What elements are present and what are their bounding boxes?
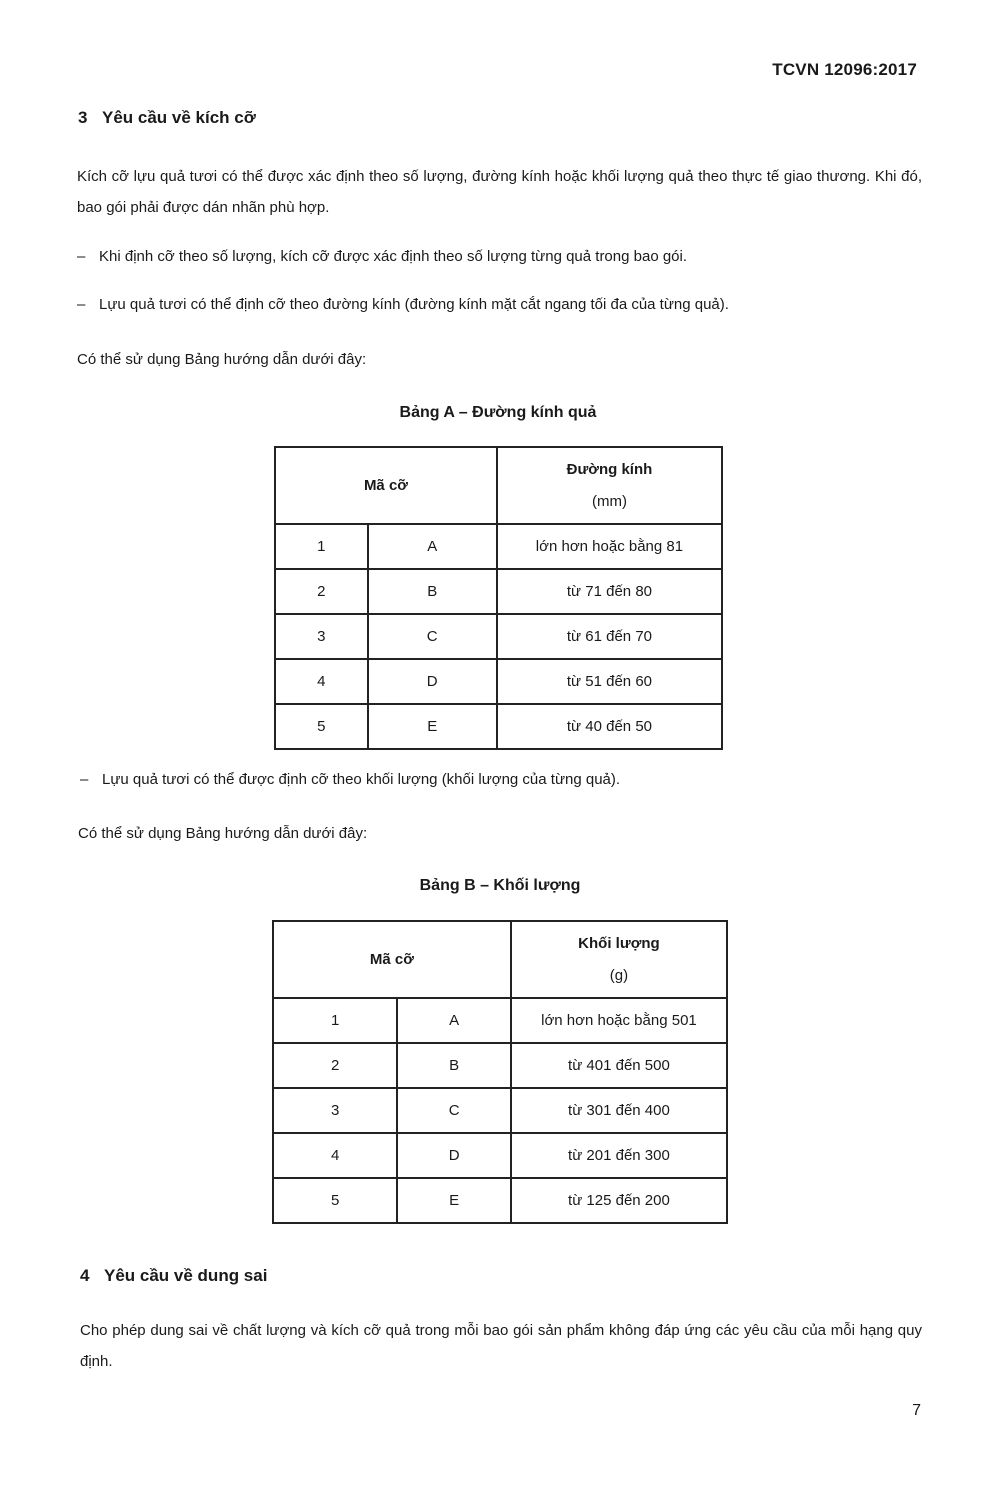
dash-marker: – bbox=[77, 248, 86, 265]
document-code: TCVN 12096:2017 bbox=[772, 60, 917, 79]
size-code: E bbox=[397, 1178, 510, 1223]
section-title: Yêu cầu về kích cỡ bbox=[102, 108, 256, 127]
size-code: C bbox=[368, 614, 497, 659]
size-code: D bbox=[368, 659, 497, 704]
weight-value: từ 201 đến 300 bbox=[511, 1133, 727, 1178]
row-number: 5 bbox=[273, 1178, 397, 1223]
weight-value: lớn hơn hoặc bằng 501 bbox=[511, 998, 727, 1043]
section-4-heading bbox=[80, 1266, 267, 1286]
section-number: 3 bbox=[78, 108, 88, 127]
row-number: 3 bbox=[273, 1088, 397, 1133]
diameter-value: từ 40 đến 50 bbox=[497, 704, 722, 749]
diameter-value: từ 51 đến 60 bbox=[497, 659, 722, 704]
diameter-header bbox=[497, 447, 722, 524]
table-row bbox=[275, 614, 722, 659]
section-3-heading bbox=[78, 108, 256, 128]
size-code: A bbox=[368, 524, 497, 569]
size-code: B bbox=[397, 1043, 510, 1088]
table-row bbox=[273, 1133, 727, 1178]
weight-value: từ 125 đến 200 bbox=[511, 1178, 727, 1223]
table-row bbox=[273, 1178, 727, 1223]
table-row bbox=[275, 524, 722, 569]
size-code-header: Mã cỡ bbox=[273, 921, 511, 998]
section-3-intro: Kích cỡ lựu quả tươi có thể được xác định theo số lượng, đường kính hoặc khối lượng quả theo thực tế giao thương. Khi đó, bao gói phải được dán nhãn phù hợp. bbox=[77, 168, 922, 216]
table-b bbox=[272, 920, 728, 1224]
size-code: A bbox=[397, 998, 510, 1043]
weight-value: từ 401 đến 500 bbox=[511, 1043, 727, 1088]
section-number: 4 bbox=[80, 1266, 90, 1285]
size-code: E bbox=[368, 704, 497, 749]
row-number: 4 bbox=[273, 1133, 397, 1178]
row-number: 3 bbox=[275, 614, 368, 659]
diameter-value: lớn hơn hoặc bằng 81 bbox=[497, 524, 722, 569]
weight-unit: (g) bbox=[609, 966, 629, 984]
size-code: B bbox=[368, 569, 497, 614]
dash-marker: – bbox=[80, 771, 89, 788]
guide-text: Có thể sử dụng Bảng hướng dẫn dưới đây: bbox=[77, 351, 367, 368]
row-number: 1 bbox=[273, 998, 397, 1043]
table-row bbox=[275, 569, 722, 614]
size-code-header: Mã cỡ bbox=[275, 447, 497, 524]
size-code: D bbox=[397, 1133, 510, 1178]
table-a-caption: Bảng A – Đường kính quả bbox=[399, 404, 597, 421]
bullet-item bbox=[80, 771, 620, 788]
bullet-item bbox=[77, 248, 687, 265]
weight-header-label: Khối lượng bbox=[578, 934, 660, 952]
row-number: 2 bbox=[275, 569, 368, 614]
row-number: 4 bbox=[275, 659, 368, 704]
page-number: 7 bbox=[912, 1402, 921, 1419]
diameter-value: từ 61 đến 70 bbox=[497, 614, 722, 659]
bullet-item bbox=[77, 296, 729, 313]
row-number: 2 bbox=[273, 1043, 397, 1088]
row-number: 5 bbox=[275, 704, 368, 749]
table-row bbox=[273, 1088, 727, 1133]
size-code: C bbox=[397, 1088, 510, 1133]
diameter-value: từ 71 đến 80 bbox=[497, 569, 722, 614]
weight-value: từ 301 đến 400 bbox=[511, 1088, 727, 1133]
bullet-text: Lựu quả tươi có thể định cỡ theo đường kính (đường kính mặt cắt ngang tối đa của từng quả). bbox=[99, 296, 729, 313]
table-row bbox=[275, 659, 722, 704]
row-number: 1 bbox=[275, 524, 368, 569]
bullet-text: Khi định cỡ theo số lượng, kích cỡ được xác định theo số lượng từng quả trong bao gói. bbox=[99, 248, 688, 265]
diameter-unit: (mm) bbox=[591, 492, 627, 510]
dash-marker: – bbox=[77, 296, 86, 313]
guide-text: Có thể sử dụng Bảng hướng dẫn dưới đây: bbox=[78, 825, 368, 842]
table-row bbox=[273, 998, 727, 1043]
table-row bbox=[275, 704, 722, 749]
weight-header bbox=[511, 921, 727, 998]
section-4-text: Cho phép dung sai về chất lượng và kích cỡ quả trong mỗi bao gói sản phẩm không đáp ứng các yêu cầu của mỗi hạng quy định. bbox=[80, 1322, 922, 1370]
table-b-caption: Bảng B – Khối lượng bbox=[419, 877, 581, 894]
table-header-row bbox=[273, 921, 727, 998]
bullet-text: Lựu quả tươi có thể được định cỡ theo khối lượng (khối lượng của từng quả). bbox=[102, 771, 621, 788]
table-row bbox=[273, 1043, 727, 1088]
table-header-row bbox=[275, 447, 722, 524]
section-title: Yêu cầu về dung sai bbox=[104, 1266, 268, 1285]
table-a bbox=[274, 446, 723, 750]
diameter-header-label: Đường kính bbox=[566, 460, 653, 478]
